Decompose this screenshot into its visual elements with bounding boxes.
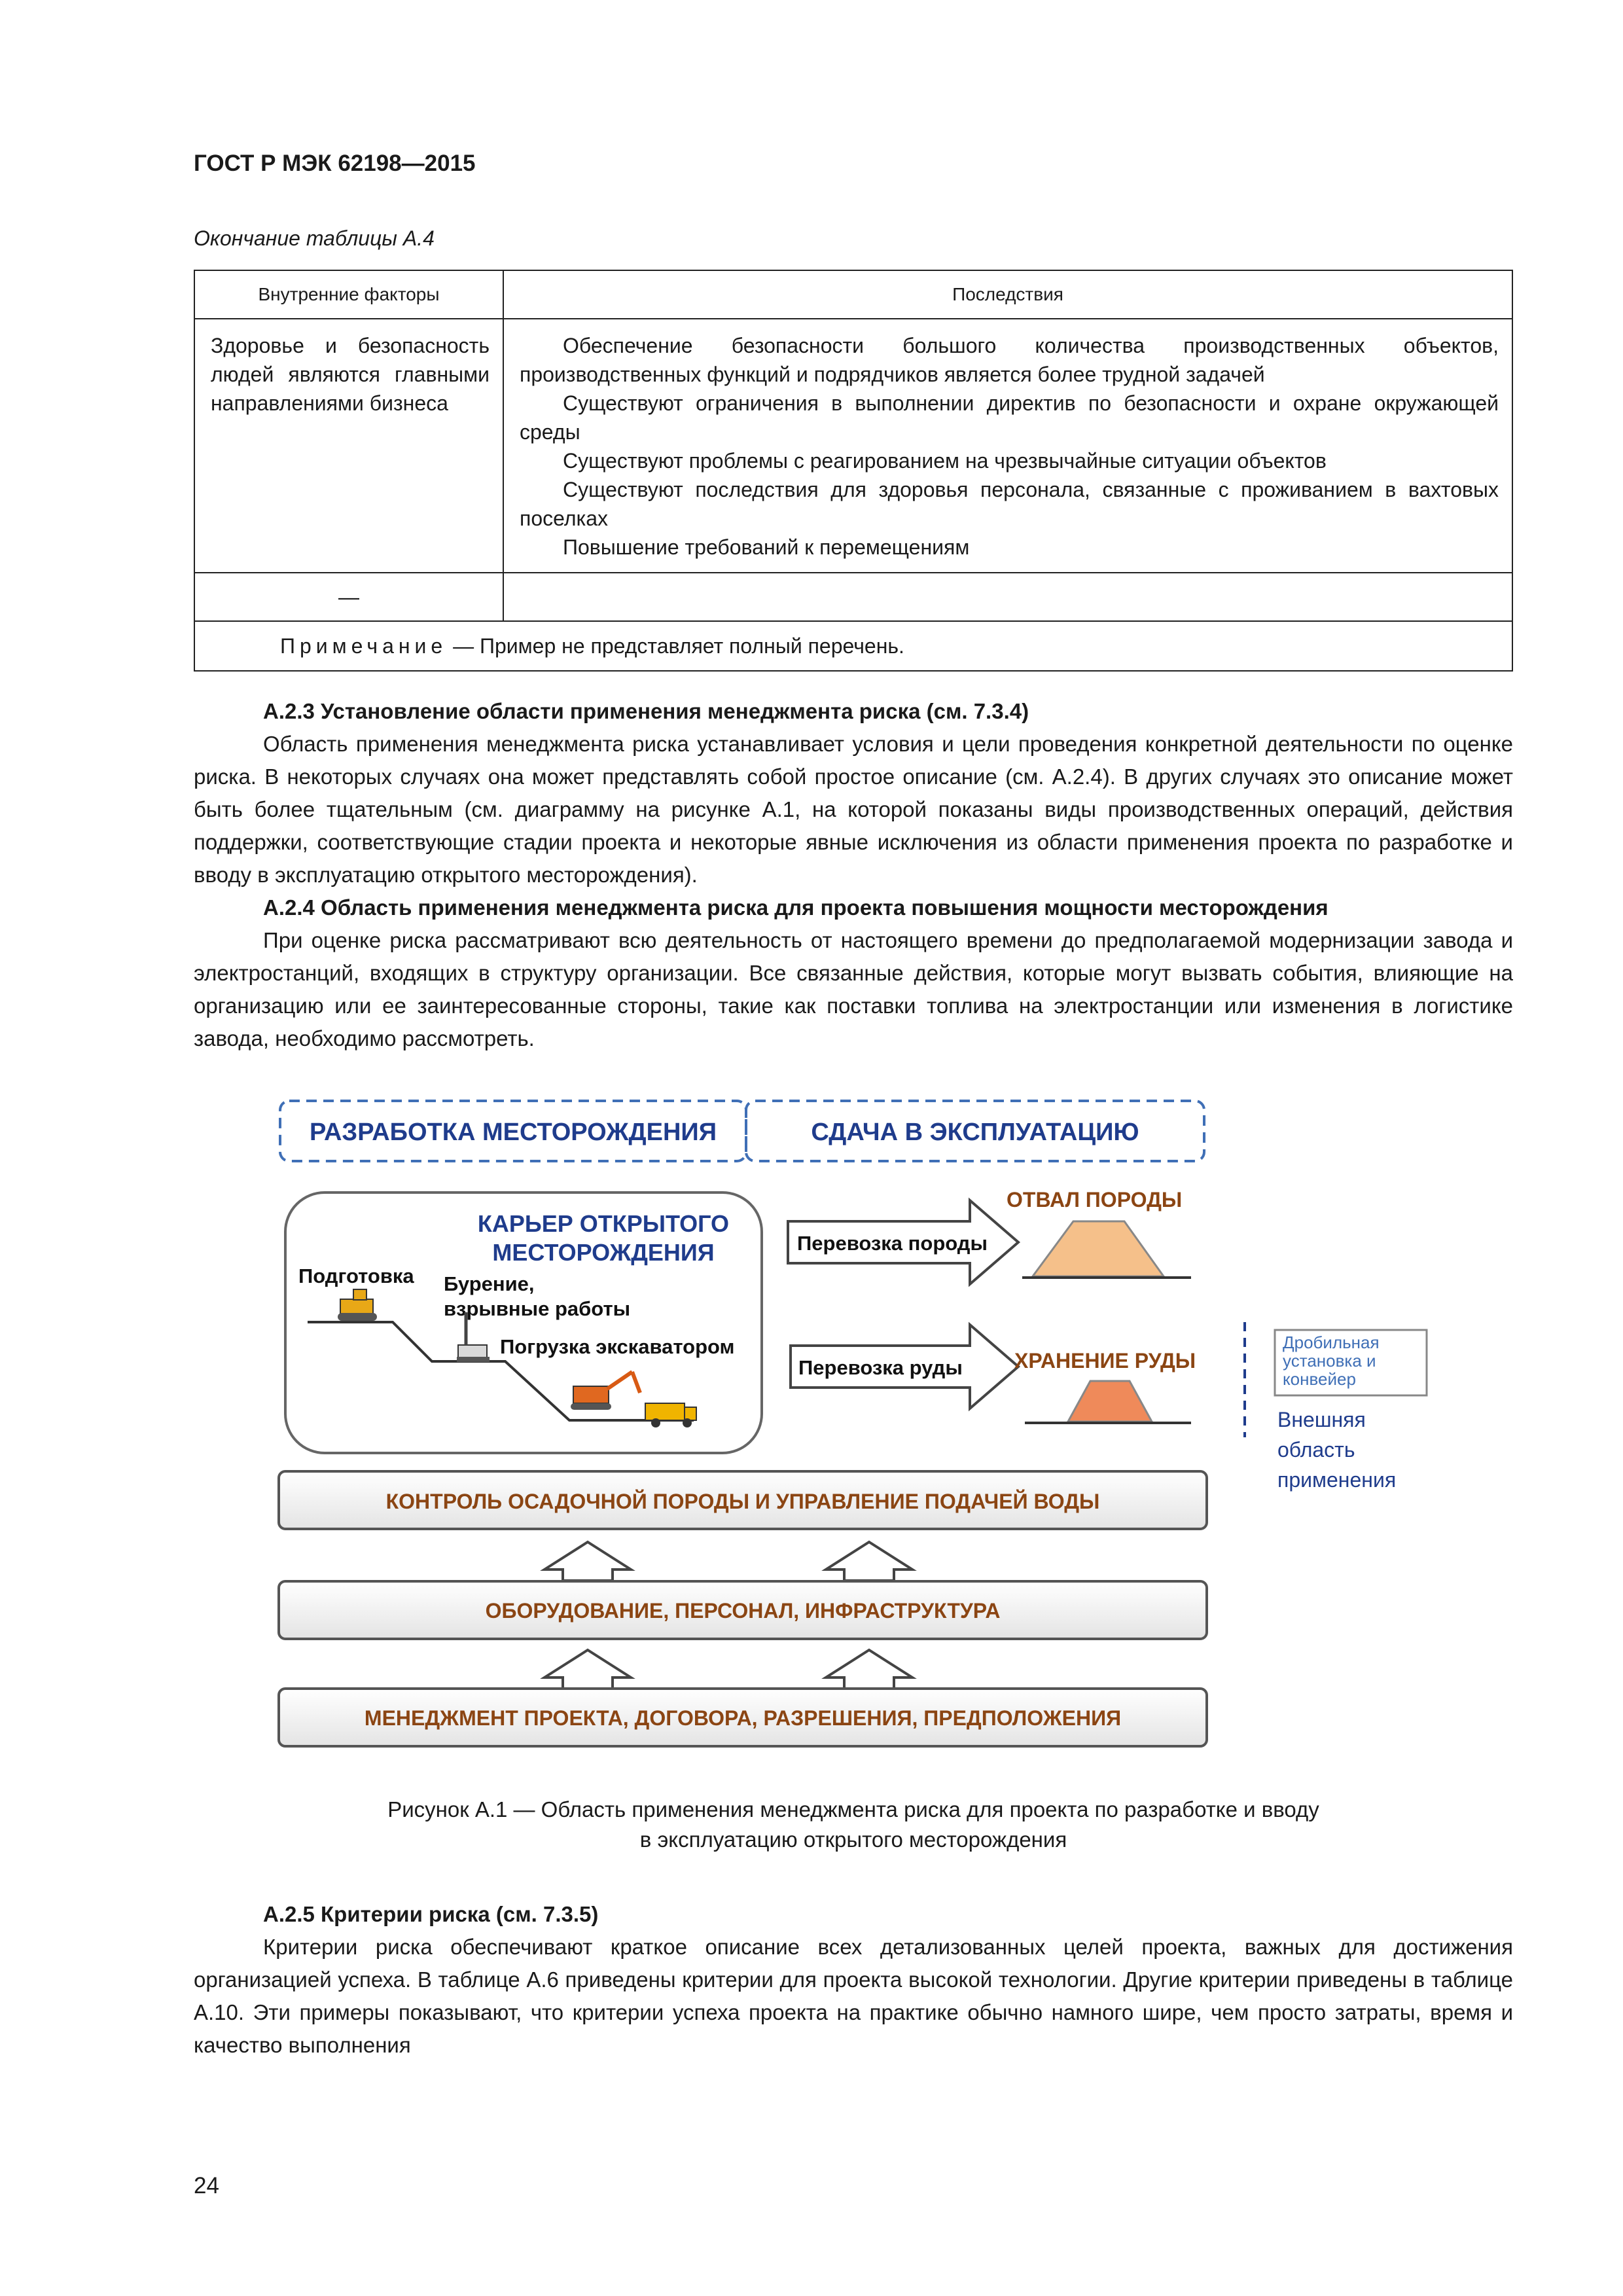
factors-table bbox=[194, 270, 1513, 672]
pit-title-line1: КАРЬЕР ОТКРЫТОГО bbox=[477, 1210, 730, 1237]
up-arrow-icon bbox=[544, 1650, 631, 1689]
figure-caption bbox=[194, 1795, 1513, 1855]
bar-project-management-label: МЕНЕДЖМЕНТ ПРОЕКТА, ДОГОВОРА, РАЗРЕШЕНИЯ, ПРЕДПОЛОЖЕНИЯ bbox=[364, 1706, 1122, 1730]
up-arrow-icon bbox=[826, 1650, 912, 1689]
crusher-line3: конвейер bbox=[1283, 1369, 1356, 1389]
note-label: Примечание bbox=[280, 634, 448, 658]
col2-header: Последствия bbox=[503, 270, 1512, 319]
bar-sediment-water-label: КОНТРОЛЬ ОСАДОЧНОЙ ПОРОДЫ И УПРАВЛЕНИЕ ПОДАЧЕЙ ВОДЫ bbox=[385, 1490, 1100, 1513]
rock-transport-label: Перевозка породы bbox=[797, 1232, 988, 1255]
table-caption: Окончание таблицы А.4 bbox=[194, 226, 435, 250]
factor-cell: Здоровье и безопасность людей являются главными направлениями бизнеса bbox=[194, 319, 503, 573]
up-arrow-icon bbox=[826, 1542, 912, 1581]
section-text: При оценке риска рассматривают всю деятельность от настоящего времени до предполагаемой модернизации завода и электростанций, входящих в структуру организации. Все связанные действия, которые могут вызвать события, влияющие на организацию или ее заинтересованные стороны, такие как поставки топлива на электростанции или изменения в логистике завода, необходимо рассмотреть. bbox=[194, 928, 1513, 1050]
section-a24 bbox=[194, 891, 1513, 1055]
consequence-item: Повышение требований к перемещениям bbox=[563, 535, 970, 559]
figure-a1 bbox=[262, 1086, 1433, 1767]
section-heading: А.2.4 Область применения менеджмента риска для проекта повышения мощности месторождения bbox=[263, 895, 1329, 920]
table-note bbox=[194, 621, 1512, 671]
external-scope-line3: применения bbox=[1277, 1468, 1397, 1492]
factor-dash-cell: — bbox=[194, 573, 503, 621]
empty-cell bbox=[503, 573, 1512, 621]
section-heading: А.2.3 Установление области применения менеджмента риска (см. 7.3.4) bbox=[263, 699, 1029, 723]
stage-commissioning-label: СДАЧА В ЭКСПЛУАТАЦИЮ bbox=[811, 1119, 1139, 1146]
rock-dump-shape bbox=[1033, 1221, 1164, 1276]
figure-caption-line2: в эксплуатацию открытого месторождения bbox=[639, 1827, 1067, 1852]
section-text: Критерии риска обеспечивают краткое описание всех детализованных целей проекта, важных для достижения организацией успеха. В таблице А.6 приведены критерии для проекта высокой технологии. Другие критерии приведены в таблице А.10. Эти примеры показывают, что критерии успеха проекта на практике обычно намного шире, чем просто затраты, время и качество выполнения bbox=[194, 1935, 1513, 2057]
section-heading: А.2.5 Критерии риска (см. 7.3.5) bbox=[263, 1902, 599, 1926]
up-arrow-icon bbox=[544, 1542, 631, 1581]
consequence-item: Существуют проблемы с реагированием на чрезвычайные ситуации объектов bbox=[563, 449, 1327, 473]
ore-transport-label: Перевозка руды bbox=[798, 1356, 963, 1379]
section-a25 bbox=[194, 1898, 1513, 2062]
section-text: Область применения менеджмента риска устанавливает условия и цели проведения конкретной деятельности по оценке риска. В некоторых случаях она может представлять собой простое описание (см. А.2.4). В других случаях это описание может быть более тщательным (см. диаграмму на рисунке А.1, на которой показаны виды производственных операций, действия поддержки, соответствующие стадии проекта и некоторые явные исключения из области применения проекта по разработке и вводу в эксплуатацию открытого месторождения). bbox=[194, 732, 1513, 887]
consequence-item: Существуют ограничения в выполнении директив по безопасности и охране окружающей среды bbox=[520, 391, 1499, 444]
step-drilling-line2: взрывные работы bbox=[444, 1297, 631, 1320]
consequence-item: Обеспечение безопасности большого количества производственных объектов, производственных функций и подрядчиков является более трудной задачей bbox=[520, 334, 1499, 386]
section-a23 bbox=[194, 695, 1513, 891]
step-drilling-line1: Бурение, bbox=[444, 1272, 535, 1295]
crusher-line2: установка и bbox=[1283, 1351, 1376, 1371]
stage-development-label: РАЗРАБОТКА МЕСТОРОЖДЕНИЯ bbox=[309, 1119, 717, 1146]
note-text: — Пример не представляет полный перечень. bbox=[447, 634, 904, 658]
figure-caption-line1: Рисунок А.1 — Область применения менеджмента риска для проекта по разработке и вводу bbox=[387, 1797, 1319, 1821]
consequence-item: Существуют последствия для здоровья персонала, связанные с проживанием в вахтовых поселках bbox=[520, 478, 1499, 530]
ore-storage-label: ХРАНЕНИЕ РУДЫ bbox=[1014, 1349, 1196, 1372]
col1-header: Внутренние факторы bbox=[194, 270, 503, 319]
pit-title-line2: МЕСТОРОЖДЕНИЯ bbox=[492, 1239, 715, 1266]
step-loading: Погрузка экскаватором bbox=[500, 1335, 735, 1358]
step-preparation: Подготовка bbox=[298, 1265, 414, 1287]
document-header: ГОСТ Р МЭК 62198—2015 bbox=[194, 151, 476, 176]
ore-transport-arrow bbox=[791, 1325, 1018, 1408]
ore-storage-shape bbox=[1068, 1381, 1152, 1422]
rock-dump-label: ОТВАЛ ПОРОДЫ bbox=[1007, 1188, 1183, 1211]
external-scope-line2: область bbox=[1277, 1438, 1355, 1462]
consequences-cell bbox=[503, 319, 1512, 573]
external-scope-line1: Внешняя bbox=[1277, 1408, 1366, 1431]
bar-equipment-label: ОБОРУДОВАНИЕ, ПЕРСОНАЛ, ИНФРАСТРУКТУРА bbox=[485, 1599, 1001, 1623]
page-number: 24 bbox=[194, 2173, 219, 2198]
crusher-line1: Дробильная bbox=[1283, 1333, 1380, 1352]
rock-transport-arrow bbox=[788, 1200, 1018, 1284]
